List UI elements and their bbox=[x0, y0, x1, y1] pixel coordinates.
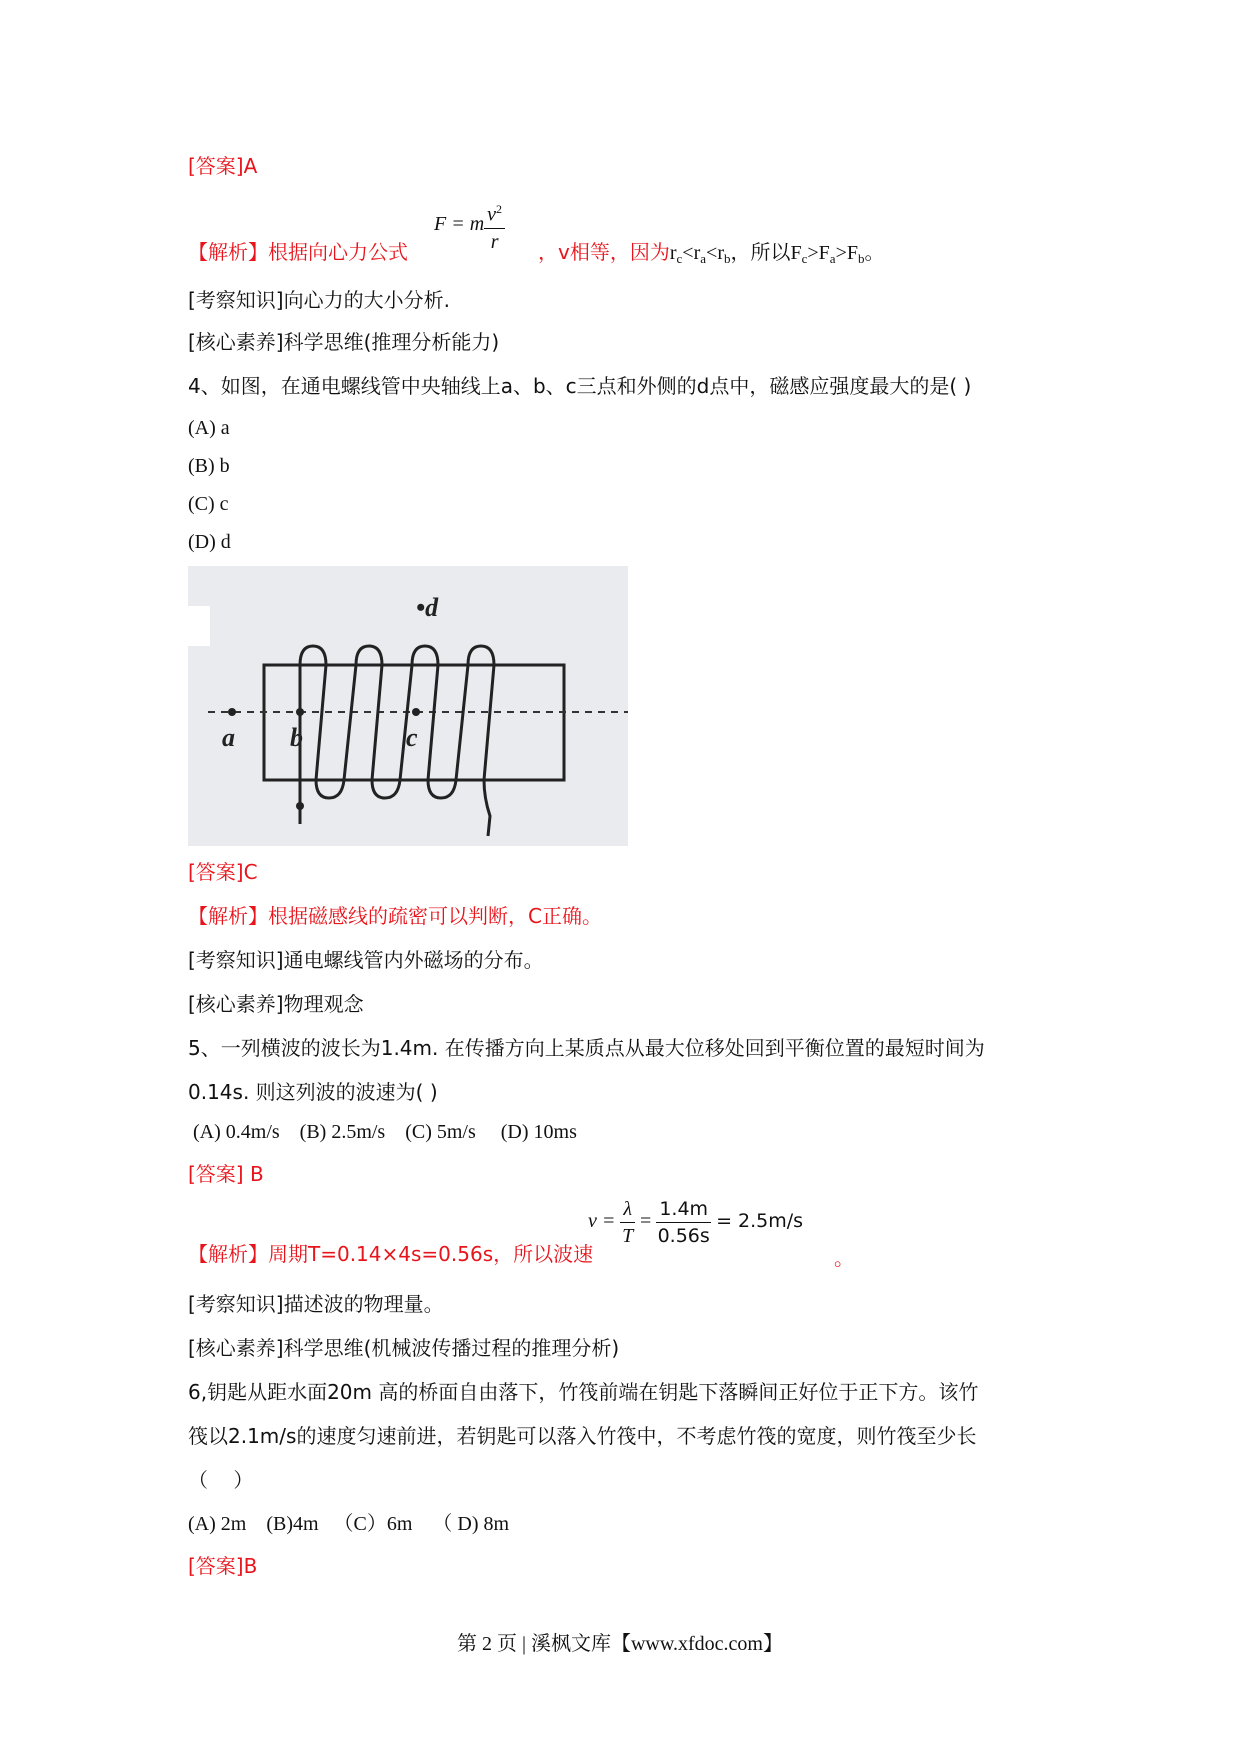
q3-rc: r bbox=[669, 242, 677, 264]
q3-analysis-prefix: 【解析】根据向心力公式 bbox=[188, 240, 408, 264]
lead-terminal bbox=[296, 802, 304, 810]
q4-question: 4、如图，在通电螺线管中央轴线上a、b、c三点和外侧的d点中，磁感应强度最大的是( ) bbox=[188, 374, 972, 398]
figure-scan-mark bbox=[188, 606, 210, 646]
q5-answer: [答案] B bbox=[188, 1162, 264, 1186]
q3-knowledge: [考察知识]向心力的大小分析. bbox=[188, 288, 450, 312]
q4-option-a: (A) a bbox=[188, 417, 230, 439]
q4-answer: [答案]C bbox=[188, 860, 258, 884]
q3-rc-sub: c bbox=[676, 251, 683, 266]
q3-fc: F bbox=[790, 242, 802, 264]
q3-formula bbox=[434, 196, 505, 255]
q6-answer: [答案]B bbox=[188, 1554, 258, 1578]
q4-option-d: (D) d bbox=[188, 531, 231, 553]
q4-literacy: [核心素养]物理观念 bbox=[188, 992, 364, 1016]
q3-formula-lhs: F = m bbox=[434, 212, 485, 235]
label-b: b bbox=[290, 723, 303, 752]
point-a-dot bbox=[228, 708, 236, 716]
q3-gt1: > bbox=[807, 242, 819, 264]
q3-answer: [答案]A bbox=[188, 154, 258, 178]
solenoid-figure bbox=[188, 566, 628, 846]
q3-formula-sup: 2 bbox=[496, 202, 503, 216]
q3-ra: r bbox=[693, 242, 701, 264]
q3-rb: r bbox=[717, 242, 724, 264]
q5-formula-eq: = bbox=[640, 1210, 652, 1233]
q3-end: 。 bbox=[864, 240, 885, 264]
label-c: c bbox=[406, 723, 418, 752]
q4-option-b: (B) b bbox=[188, 455, 230, 477]
q5-formula-rhs: = 2.5m/s bbox=[716, 1210, 804, 1233]
q3-lt1: < bbox=[682, 242, 694, 264]
point-c-dot bbox=[412, 708, 420, 716]
q3-lt2: < bbox=[706, 242, 718, 264]
q5-formula bbox=[588, 1196, 803, 1249]
q5-knowledge: [考察知识]描述波的物理量。 bbox=[188, 1292, 444, 1316]
q3-fb: F bbox=[846, 242, 858, 264]
q3-fb-sub: b bbox=[857, 251, 865, 266]
q3-analysis bbox=[188, 238, 408, 266]
page-footer: 第 2 页 | 溪枫文库【www.xfdoc.com】 bbox=[456, 1633, 783, 1655]
q5-analysis: 【解析】周期T=0.14×4s=0.56s，所以波速 bbox=[188, 1242, 594, 1266]
q4-analysis: 【解析】根据磁感线的疏密可以判断，C正确。 bbox=[188, 904, 602, 928]
q3-formula-den: r bbox=[490, 230, 499, 253]
q3-formula-num: v bbox=[487, 203, 497, 226]
q5-options: (A) 0.4m/s (B) 2.5m/s (C) 5m/s (D) 10ms bbox=[188, 1121, 577, 1143]
q5-formula-lhs: v = bbox=[588, 1210, 616, 1233]
q3-fa: F bbox=[818, 242, 830, 264]
q3-analysis-rest bbox=[538, 238, 884, 273]
q3-literacy: [核心素养]科学思维(推理分析能力) bbox=[188, 330, 500, 354]
q3-ra-sub: a bbox=[700, 251, 707, 266]
q5-formula-den1: T bbox=[622, 1225, 634, 1247]
point-b-dot bbox=[296, 708, 304, 716]
q5-literacy: [核心素养]科学思维(机械波传播过程的推理分析) bbox=[188, 1336, 620, 1360]
q4-knowledge: [考察知识]通电螺线管内外磁场的分布。 bbox=[188, 948, 544, 972]
q6-options: (A) 2m (B)4m （C）6m （ D) 8m bbox=[188, 1513, 510, 1535]
q5-question-line1: 5、一列横波的波长为1.4m. 在传播方向上某质点从最大位移处回到平衡位置的最短时间为 bbox=[188, 1036, 985, 1060]
q5-formula-den2: 0.56s bbox=[657, 1225, 710, 1247]
q5-end: 。 bbox=[834, 1246, 854, 1270]
label-d: •d bbox=[416, 593, 439, 622]
q5-formula-num1: λ bbox=[620, 1196, 635, 1223]
q5-question-line2: 0.14s. 则这列波的波速为( ) bbox=[188, 1080, 438, 1104]
q3-fc-sub: c bbox=[801, 251, 808, 266]
q6-question-line1: 6,钥匙从距水面20m 高的桥面自由落下，竹筏前端在钥匙下落瞬间正好位于正下方。该竹 bbox=[188, 1380, 979, 1404]
q3-rb-sub: b bbox=[723, 251, 731, 266]
q3-analysis-mid: ，v相等，因为 bbox=[538, 240, 670, 264]
q5-formula-num2: 1.4m bbox=[656, 1196, 711, 1223]
q6-question-line3: （ ） bbox=[188, 1468, 254, 1492]
q3-gt2: > bbox=[835, 242, 847, 264]
q4-option-c: (C) c bbox=[188, 493, 229, 515]
q3-so: ，所以 bbox=[730, 240, 791, 264]
label-a: a bbox=[222, 723, 235, 752]
q6-question-line2: 筏以2.1m/s的速度匀速前进，若钥匙可以落入竹筏中，不考虑竹筏的宽度，则竹筏至少长 bbox=[188, 1424, 977, 1448]
q3-fa-sub: a bbox=[829, 251, 836, 266]
